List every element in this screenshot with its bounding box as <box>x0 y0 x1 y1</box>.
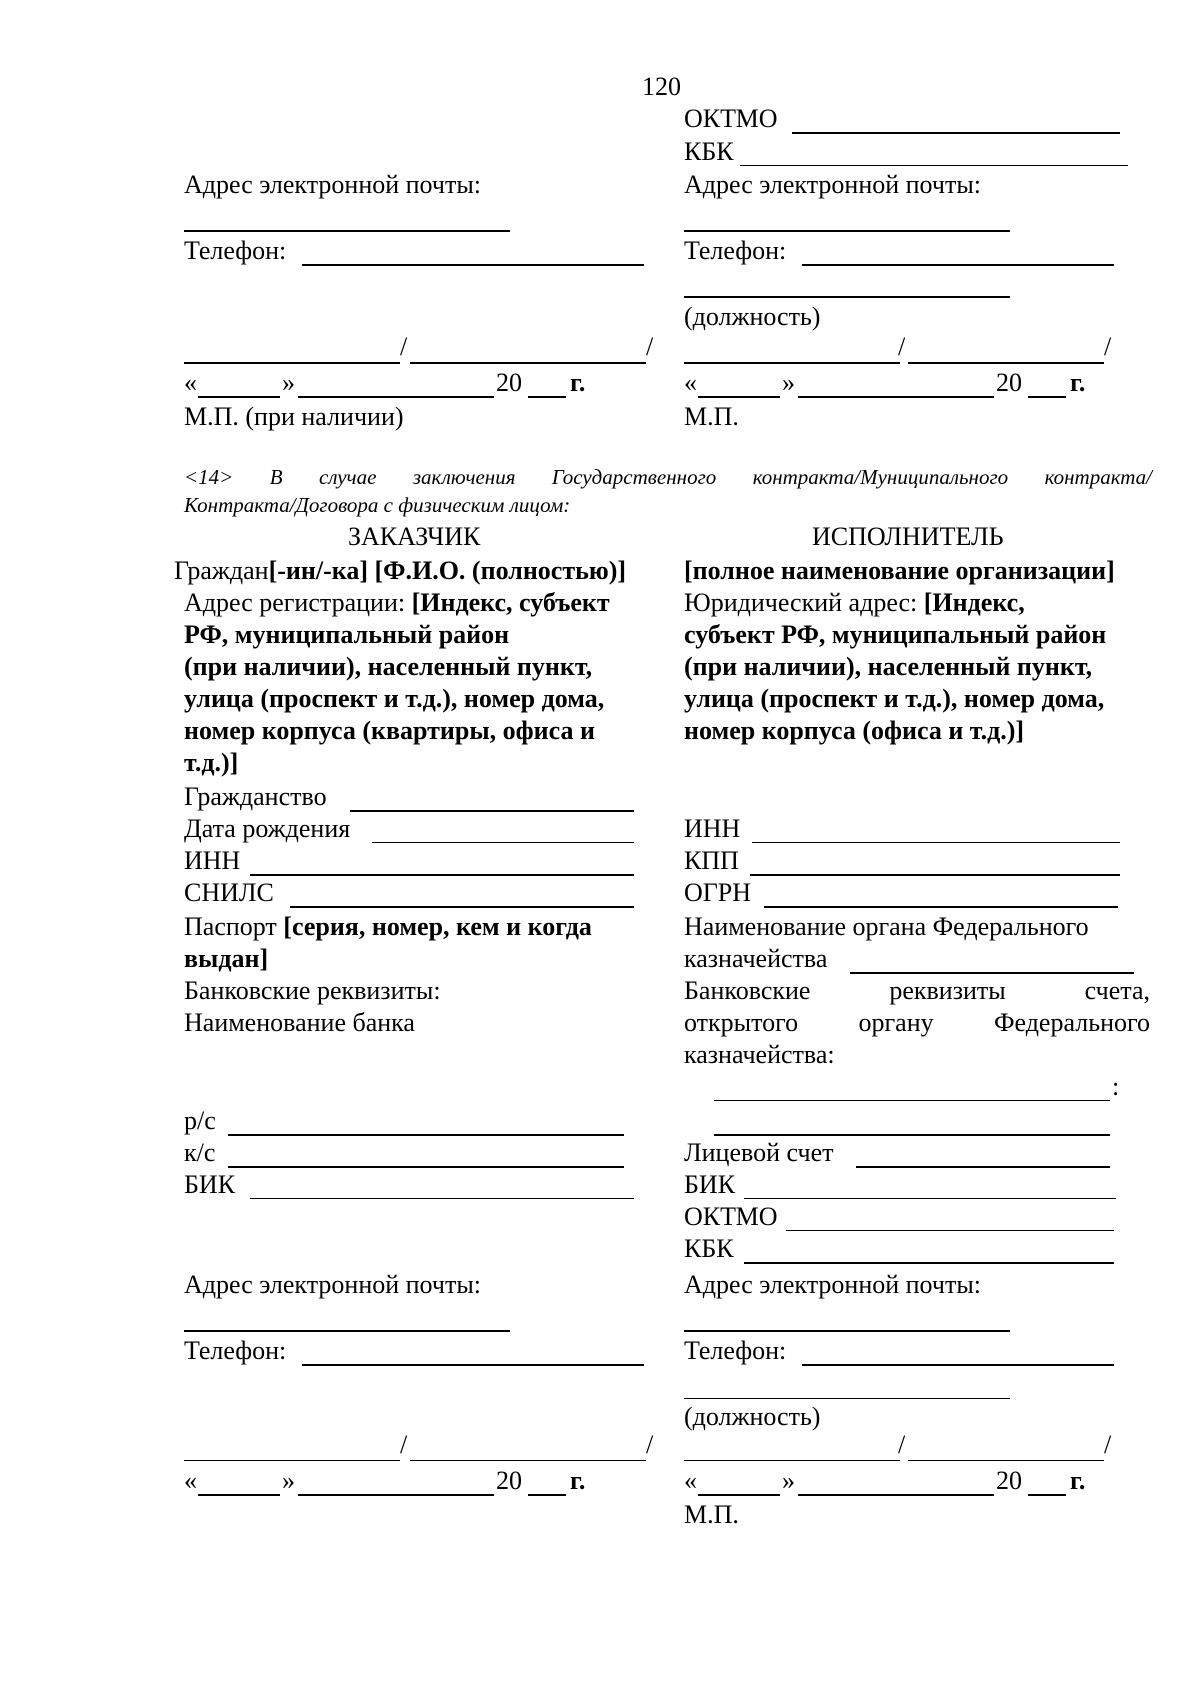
executor-phone-label: Телефон: <box>684 1336 787 1365</box>
footnote-line-1: <14> В случае заключения Государственного контракта/Муниципального контракта/ <box>184 465 1152 489</box>
executor-stamp: М.П. <box>684 1500 739 1529</box>
top-right-phone-label: Телефон: <box>684 236 787 265</box>
executor-phone-field[interactable] <box>802 1364 1114 1366</box>
top-left-phone-label: Телефон: <box>184 236 287 265</box>
executor-kbk-label: КБК <box>684 1234 734 1263</box>
customer-heading: ЗАКАЗЧИК <box>348 522 481 551</box>
customer-phone-label: Телефон: <box>184 1336 287 1365</box>
customer-rs-field[interactable] <box>228 1134 624 1136</box>
customer-email-label: Адрес электронной почты: <box>184 1270 482 1299</box>
customer-email-field[interactable] <box>184 1330 510 1332</box>
executor-account-field-2[interactable] <box>714 1134 1110 1136</box>
top-right-position-label: (должность) <box>684 302 821 331</box>
executor-ogrn-label: ОГРН <box>684 878 752 907</box>
top-right-year-label: 20 <box>996 368 1022 397</box>
executor-position-label: (должность) <box>684 1402 821 1431</box>
top-left-date-close: » <box>282 368 295 397</box>
customer-name-field[interactable] <box>410 1460 646 1461</box>
executor-treasury-line-2: казначейства <box>684 944 828 973</box>
customer-birthdate-label: Дата рождения <box>184 814 351 843</box>
executor-date-open: « <box>684 1466 697 1495</box>
executor-colon: : <box>1112 1072 1120 1101</box>
slash: / <box>646 332 654 361</box>
top-left-email-label: Адрес электронной почты: <box>184 170 482 199</box>
customer-ks-label: к/с <box>184 1138 216 1167</box>
top-right-oktmo-label: ОКТМО <box>684 104 778 133</box>
executor-kpp-label: КПП <box>684 846 739 875</box>
customer-year-label: 20 <box>496 1466 522 1495</box>
customer-year-field[interactable] <box>528 1494 566 1496</box>
executor-kpp-field[interactable] <box>750 874 1120 876</box>
executor-month-field[interactable] <box>798 1494 994 1496</box>
top-left-year-field[interactable] <box>528 396 566 398</box>
customer-passport-line-2: выдан] <box>184 944 269 973</box>
top-left-g-label: г. <box>570 368 586 397</box>
executor-inn-label: ИНН <box>684 814 741 843</box>
page-number: 120 <box>642 72 681 101</box>
top-left-email-field[interactable] <box>184 230 510 232</box>
executor-name-field[interactable] <box>908 1460 1104 1461</box>
executor-address-line-4: улица (проспект и т.д.), номер дома, <box>684 684 1105 713</box>
top-right-date-close: » <box>782 368 795 397</box>
executor-day-field[interactable] <box>698 1494 780 1496</box>
top-left-year-label: 20 <box>496 368 522 397</box>
customer-bank-details-label: Банковские реквизиты: <box>184 976 441 1005</box>
executor-address-line-1: Юридический адрес: [Индекс, <box>684 588 1025 617</box>
slash: / <box>898 1430 906 1459</box>
top-left-date-open: « <box>184 368 197 397</box>
top-right-month-field[interactable] <box>798 396 994 398</box>
executor-heading: ИСПОЛНИТЕЛЬ <box>812 522 1004 551</box>
top-right-email-label: Адрес электронной почты: <box>684 170 982 199</box>
customer-address-line-5: номер корпуса (квартиры, офиса и <box>184 716 595 745</box>
customer-address-line-2: РФ, муниципальный район <box>184 620 510 649</box>
customer-address-line-3: (при наличии), населенный пункт, <box>184 652 593 681</box>
slash: / <box>1104 332 1112 361</box>
top-right-date-open: « <box>684 368 697 397</box>
top-right-name-field[interactable] <box>908 362 1104 364</box>
slash: / <box>898 332 906 361</box>
customer-date-close: » <box>282 1466 295 1495</box>
slash: / <box>1104 1430 1112 1459</box>
executor-bank-line-3: казначейства: <box>684 1040 835 1069</box>
slash: / <box>400 332 408 361</box>
top-left-signature-field[interactable] <box>184 362 400 364</box>
executor-account-field-1[interactable] <box>714 1100 1110 1101</box>
top-right-phone-field[interactable] <box>802 264 1114 266</box>
customer-day-field[interactable] <box>198 1494 280 1496</box>
slash: / <box>400 1430 408 1459</box>
executor-personal-account-field[interactable] <box>856 1166 1110 1168</box>
customer-snils-label: СНИЛС <box>184 878 274 907</box>
customer-snils-field[interactable] <box>290 906 634 908</box>
customer-citizenship-label: Гражданство <box>184 782 327 811</box>
executor-inn-field[interactable] <box>752 842 1120 843</box>
top-right-kbk-label: КБК <box>684 137 734 166</box>
executor-year-label: 20 <box>996 1466 1022 1495</box>
customer-passport-line-1: Паспорт [серия, номер, кем и когда <box>184 912 592 941</box>
top-left-name-field[interactable] <box>410 362 646 364</box>
executor-g-label: г. <box>1070 1466 1086 1495</box>
customer-signature-field[interactable] <box>184 1460 400 1461</box>
top-right-g-label: г. <box>1070 368 1086 397</box>
executor-oktmo-label: ОКТМО <box>684 1202 778 1231</box>
executor-oktmo-field[interactable] <box>786 1230 1114 1231</box>
customer-inn-field[interactable] <box>250 874 634 876</box>
executor-address-line-3: (при наличии), населенный пункт, <box>684 652 1093 681</box>
footnote-line-2: Контракта/Договора с физическим лицом: <box>184 493 571 517</box>
executor-treasury-field[interactable] <box>850 972 1134 974</box>
executor-email-label: Адрес электронной почты: <box>684 1270 982 1299</box>
executor-address-line-2: субъект РФ, муниципальный район <box>684 620 1107 649</box>
executor-kbk-field[interactable] <box>744 1262 1114 1264</box>
customer-ks-field[interactable] <box>228 1166 624 1168</box>
executor-date-close: » <box>782 1466 795 1495</box>
top-left-month-field[interactable] <box>298 396 494 398</box>
slash: / <box>646 1430 654 1459</box>
top-right-signature-field[interactable] <box>684 362 900 364</box>
top-right-day-field[interactable] <box>698 396 780 398</box>
customer-address-line-4: улица (проспект и т.д.), номер дома, <box>184 684 605 713</box>
top-right-oktmo-field[interactable] <box>792 132 1120 134</box>
customer-birthdate-field[interactable] <box>372 842 634 843</box>
customer-bik-label: БИК <box>184 1170 236 1199</box>
top-left-phone-field[interactable] <box>302 264 644 266</box>
executor-year-field[interactable] <box>1028 1494 1066 1496</box>
executor-email-field[interactable] <box>684 1330 1010 1332</box>
customer-date-open: « <box>184 1466 197 1495</box>
executor-address-line-5: номер корпуса (офиса и т.д.)] <box>684 716 1025 745</box>
executor-position-field[interactable] <box>684 1398 1010 1399</box>
customer-g-label: г. <box>570 1466 586 1495</box>
executor-bank-line-2: открытого органу Федерального <box>684 1008 1150 1037</box>
executor-personal-account-label: Лицевой счет <box>684 1138 834 1167</box>
customer-rs-label: р/с <box>184 1106 216 1135</box>
customer-bik-field[interactable] <box>250 1198 634 1199</box>
top-right-position-field[interactable] <box>684 296 1010 298</box>
customer-phone-field[interactable] <box>302 1364 644 1366</box>
customer-address-line-6: т.д.)] <box>184 748 239 777</box>
customer-month-field[interactable] <box>298 1494 494 1496</box>
top-left-day-field[interactable] <box>198 396 280 398</box>
top-right-kbk-field[interactable] <box>740 165 1128 166</box>
customer-address-line-1: Адрес регистрации: [Индекс, субъект <box>184 588 610 617</box>
top-right-year-field[interactable] <box>1028 396 1066 398</box>
customer-bank-name-label: Наименование банка <box>184 1008 415 1037</box>
customer-inn-label: ИНН <box>184 846 241 875</box>
customer-citizenship-field[interactable] <box>350 810 634 812</box>
top-left-stamp: М.П. (при наличии) <box>184 402 404 431</box>
executor-bank-line-1: Банковские реквизиты счета, <box>684 976 1150 1005</box>
executor-name: [полное наименование организации] <box>684 556 1115 585</box>
top-right-stamp: М.П. <box>684 402 739 431</box>
executor-ogrn-field[interactable] <box>764 906 1118 908</box>
customer-name: Граждан[-ин/-ка] [Ф.И.О. (полностью)] <box>174 556 627 585</box>
executor-bik-field[interactable] <box>744 1198 1116 1199</box>
top-right-email-field[interactable] <box>684 230 1010 232</box>
executor-signature-field[interactable] <box>684 1460 900 1461</box>
executor-bik-label: БИК <box>684 1170 736 1199</box>
executor-treasury-line-1: Наименование органа Федерального <box>684 912 1089 941</box>
